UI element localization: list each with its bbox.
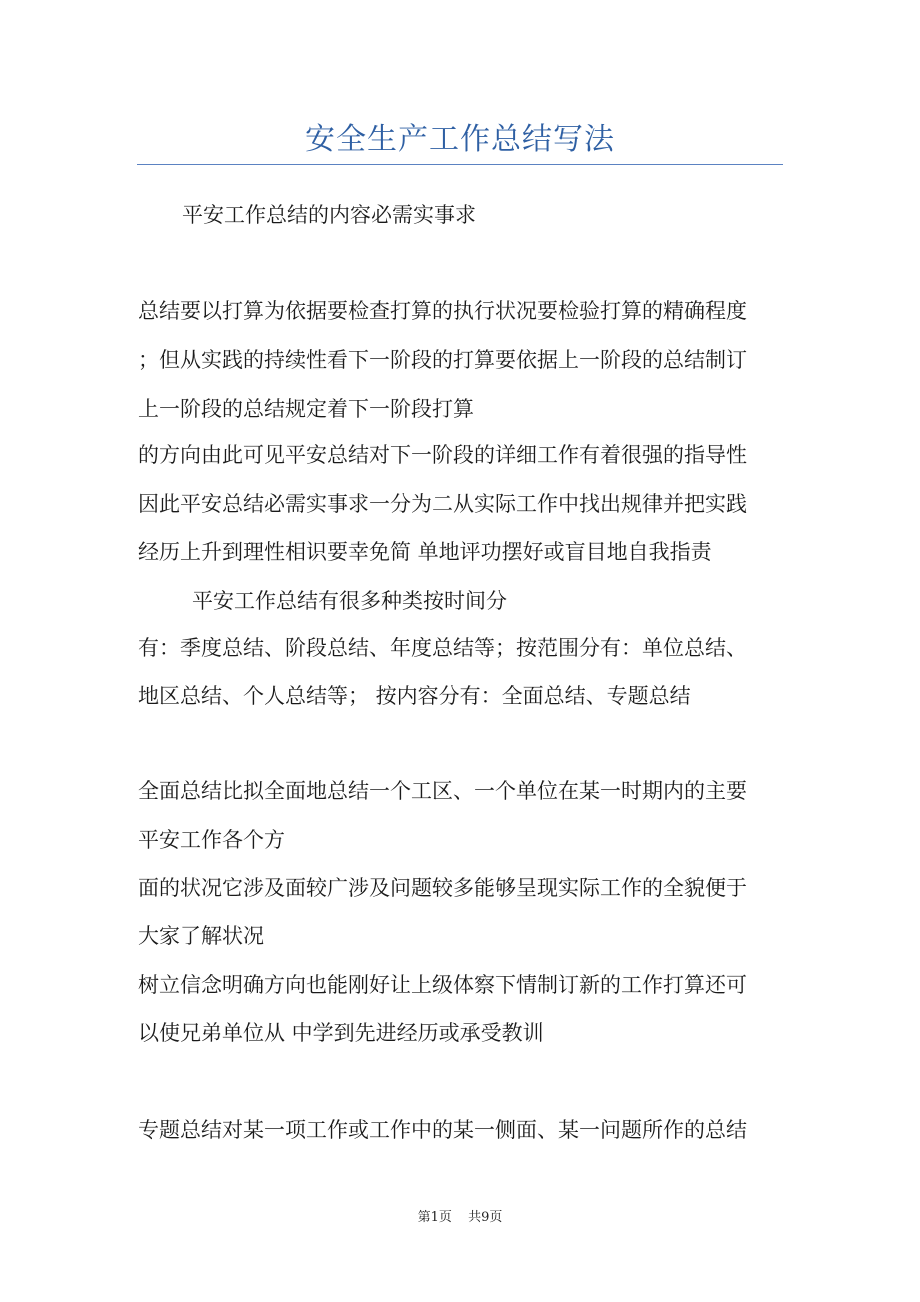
page-number: 第1页	[417, 1210, 452, 1225]
text-line: 树立信念明确方向也能刚好让上级体察下情制订新的工作打算还可	[138, 973, 747, 997]
text-line: 大家了解状况	[138, 924, 264, 948]
text-line: 总结要以打算为依据要检查打算的执行状况要检验打算的精确程度	[138, 299, 747, 323]
title-divider	[137, 164, 783, 165]
document-title: 安全生产工作总结写法	[305, 122, 615, 157]
text-line: 全面总结比拟全面地总结一个工区、一个单位在某一时期内的主要	[138, 779, 747, 803]
text-line: 有：季度总结、阶段总结、年度总结等；按范围分有：单位总结、	[138, 636, 747, 660]
page-footer	[0, 1206, 920, 1225]
text-line: 平安工作各个方	[138, 828, 285, 852]
text-line: ；但从实践的持续性看下一阶段的打算要依据上一阶段的总结制订	[138, 348, 747, 372]
text-line: 专题总结对某一项工作或工作中的某一侧面、某一问题所作的总结	[138, 1118, 747, 1142]
page-total: 共9页	[468, 1210, 503, 1225]
text-line: 上一阶段的总结规定着下一阶段打算	[138, 397, 474, 421]
text-line: 的方向由此可见平安总结对下一阶段的详细工作有着很强的指导性	[138, 443, 747, 467]
text-line: 平安工作总结的内容必需实事求	[182, 203, 476, 227]
text-line: 因此平安总结必需实事求一分为二从实际工作中找出规律并把实践	[138, 492, 747, 516]
text-line: 面的状况它涉及面较广涉及问题较多能够呈现实际工作的全貌便于	[138, 876, 747, 900]
text-line: 以使兄弟单位从 中学到先进经历或承受教训	[138, 1021, 544, 1045]
text-line: 平安工作总结有很多种类按时间分	[192, 589, 507, 613]
text-line: 经历上升到理性相识要幸免简 单地评功摆好或盲目地自我指责	[138, 540, 712, 564]
text-line: 地区总结、个人总结等； 按内容分有：全面总结、专题总结	[138, 684, 691, 708]
